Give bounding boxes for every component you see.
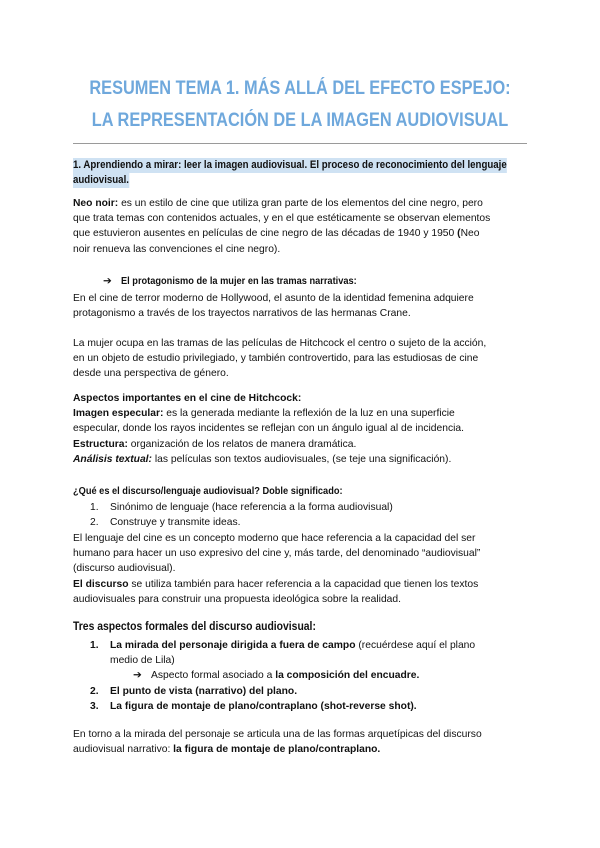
final-line-2a: audiovisual narrativo: [73,744,174,756]
aspects-heading: Aspectos importantes en el cine de Hitchcock: [73,393,302,404]
discurso-p2-line-2: audiovisuales para construir una propuesta ideológica sobre la realidad. [73,593,401,605]
horror-line-2: protagonismo a través de los trayectos narrativos de las hermanas Crane. [73,308,411,320]
discurso-list [90,500,550,530]
final-line-1: En torno a la mirada del personaje se articula una de las formas arquetípicas del discurso [73,729,482,740]
neo-noir-line-1: es un estilo de cine que utiliza gran parte de los elementos del cine negro, pero [118,198,483,209]
tres-item-3: 3. La figura de montaje de plano/contraplano (shot-reverse shot). [90,700,417,712]
tres-heading [73,619,533,635]
neo-noir-term: Neo noir: [73,198,119,209]
horror-paragraph [73,291,533,321]
neo-noir-line-4: noir renueva las convenciones el cine negro). [73,243,281,255]
tres-sub-item [90,668,530,683]
title-line-2: LA REPRESENTACIÓN DE LA IMAGEN AUDIOVISUAL [91,110,509,131]
imagen-especular-line-1: es la generada mediante la reflexión de la luz en una superficie [163,408,455,420]
estructura-term: Estructura: [73,438,128,450]
discurso-heading [73,484,533,499]
tres-item-1-line-2: medio de Lila) [110,655,175,667]
section-1-heading-line-1: 1. Aprendiendo a mirar: leer la imagen audiovisual. El proceso de reconocimiento del lenguaje [73,158,507,173]
analisis-text: las películas son textos audiovisuales, (se teje una significación). [151,453,452,465]
woman-paragraph [73,336,533,382]
discurso-item-2-text: Construye y transmite ideas. [110,517,241,529]
woman-line-3: desde una perspectiva de género. [73,368,229,380]
title-divider [73,143,527,144]
neo-noir-line-2: que trata temas con contenidos actuales, y en el que estéticamente se observan elementos [73,213,491,225]
discurso-paragraph-1 [73,531,533,607]
neo-noir-line-3: que estuvieron ausentes en películas de cine negro de las décadas de 1940 y 1950 [73,228,458,240]
neo-noir-line-3b: Neo [460,228,480,240]
woman-protagonism-heading [103,274,563,289]
analisis-term: Análisis textual: [73,453,152,465]
title-line-1: RESUMEN TEMA 1. MÁS ALLÁ DEL EFECTO ESPEJO: [89,78,511,99]
discurso-p1-line-3: (discurso audiovisual). [73,563,176,575]
arrow-icon: ➔ [133,670,142,682]
tres-sub-text: Aspecto formal asociado a [151,670,276,682]
discurso-p1-line-1: El lenguaje del cine es un concepto moderno que hace referencia a la capacidad del ser [73,533,476,544]
final-paragraph [73,727,533,757]
discurso-p2-line-1: se utiliza también para hacer referencia a la capacidad que tienen los textos [128,578,479,590]
discurso-item-1: 1. Sinónimo de lenguaje (hace referencia a la forma audiovisual) [90,502,393,513]
aspects-section [73,391,533,467]
woman-protagonism-heading-text: El protagonismo de la mujer en las tramas narrativas: [121,275,357,287]
discurso-p1-line-2: humano para hacer un uso expresivo del cine y, más tarde, del denominado “audiovisual” [73,548,481,560]
estructura-text: organización de los relatos de manera dramática. [127,438,357,450]
horror-line-1: En el cine de terror moderno de Hollywood, el asunto de la identidad femenina adquiere [73,293,474,304]
arrow-icon: ➔ [103,276,112,287]
tres-list: 1. La mirada del personaje dirigida a fuera de campo (recuérdese aquí el plano medio de Lila) ➔ Aspecto formal asociado a la composición del encuadre. 2. El punto de vista (narrativo) del plano. 3. La figura de montaje de plano/contraplano (shot-reverse shot). [90,638,530,714]
tres-item-2-text: El punto de vista (narrativo) del plano. [110,685,298,697]
neo-noir-paren: ( [457,228,461,240]
discurso-term: El discurso [73,578,129,590]
discurso-item-2: 2. Construye y transmite ideas. [90,517,241,529]
imagen-especular-term: Imagen especular: [73,408,164,420]
section-1-heading-line-2: audiovisual. [73,173,129,188]
section-1-heading [73,158,533,188]
discurso-item-1-text: Sinónimo de lenguaje (hace referencia a la forma audiovisual) [110,502,393,513]
neo-noir-paragraph [73,196,533,257]
imagen-especular-line-2: especular, donde los rayos incidentes se reflejan con un ángulo igual al de incidencia. [73,423,464,435]
tres-item-1-rest: (recuérdese aquí el plano [355,640,476,651]
woman-line-2: en un objeto de estudio privilegiado, y también controvertido, para las estudiosas de cine [73,353,479,365]
tres-heading-text: Tres aspectos formales del discurso audiovisual: [73,619,316,633]
discurso-heading-text: ¿Qué es el discurso/lenguaje audiovisual? Doble significado: [73,485,343,497]
tres-item-3-text: La figura de montaje de plano/contraplano (shot-reverse shot). [110,700,417,712]
final-line-2b: la figura de montaje de plano/contraplano. [173,744,381,756]
tres-item-2: 2. El punto de vista (narrativo) del plano. [90,685,298,697]
tres-sub-bold: la composición del encuadre. [275,670,420,682]
woman-line-1: La mujer ocupa en las tramas de las películas de Hitchcock el centro o sujeto de la acción, [73,338,487,349]
tres-item-1-bold: La mirada del personaje dirigida a fuera de campo [110,640,356,651]
